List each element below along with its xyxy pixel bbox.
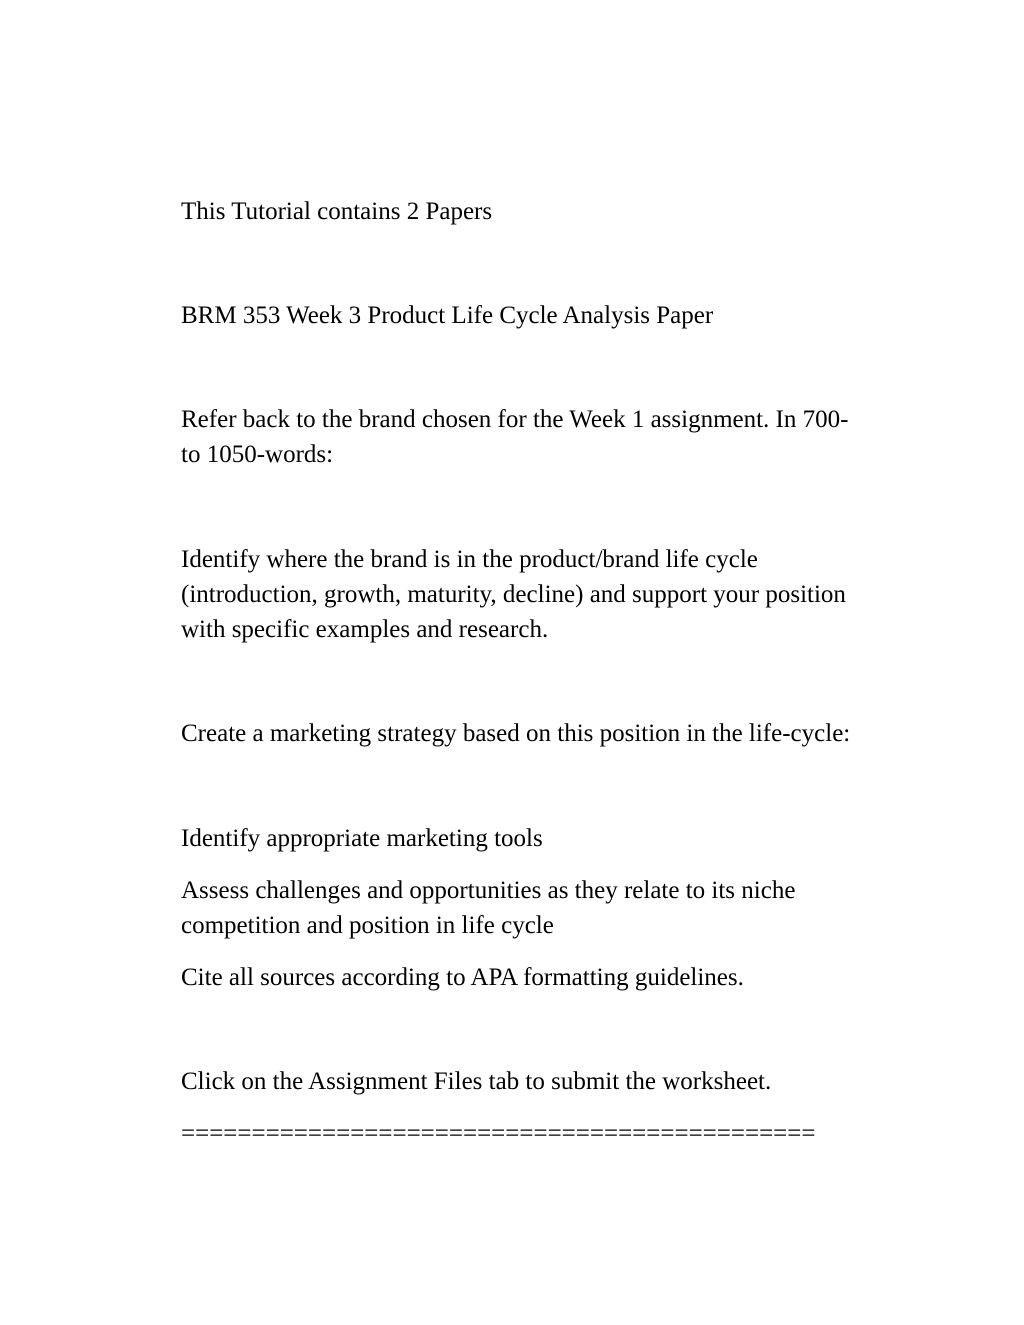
task-line: (introduction, growth, maturity, decline) and support your position <box>181 581 846 608</box>
submit-instruction: Click on the Assignment Files tab to submit the worksheet. <box>181 1068 772 1095</box>
subtask-line: Cite all sources according to APA formatting guidelines. <box>181 964 744 991</box>
task-line: Create a marketing strategy based on this position in the life-cycle: <box>181 720 851 747</box>
intro-line: This Tutorial contains 2 Papers <box>181 198 493 225</box>
separator-line: ============================================= <box>181 1120 816 1147</box>
paper-title: BRM 353 Week 3 Product Life Cycle Analysis Paper <box>181 302 714 329</box>
instruction-line: to 1050-words: <box>181 441 334 468</box>
instruction-line: Refer back to the brand chosen for the Week 1 assignment. In 700- <box>181 406 849 433</box>
subtask-line: Identify appropriate marketing tools <box>181 825 543 852</box>
task-line: with specific examples and research. <box>181 616 549 643</box>
subtask-line: competition and position in life cycle <box>181 912 554 939</box>
task-line: Identify where the brand is in the product/brand life cycle <box>181 546 758 573</box>
subtask-line: Assess challenges and opportunities as they relate to its niche <box>181 877 796 904</box>
